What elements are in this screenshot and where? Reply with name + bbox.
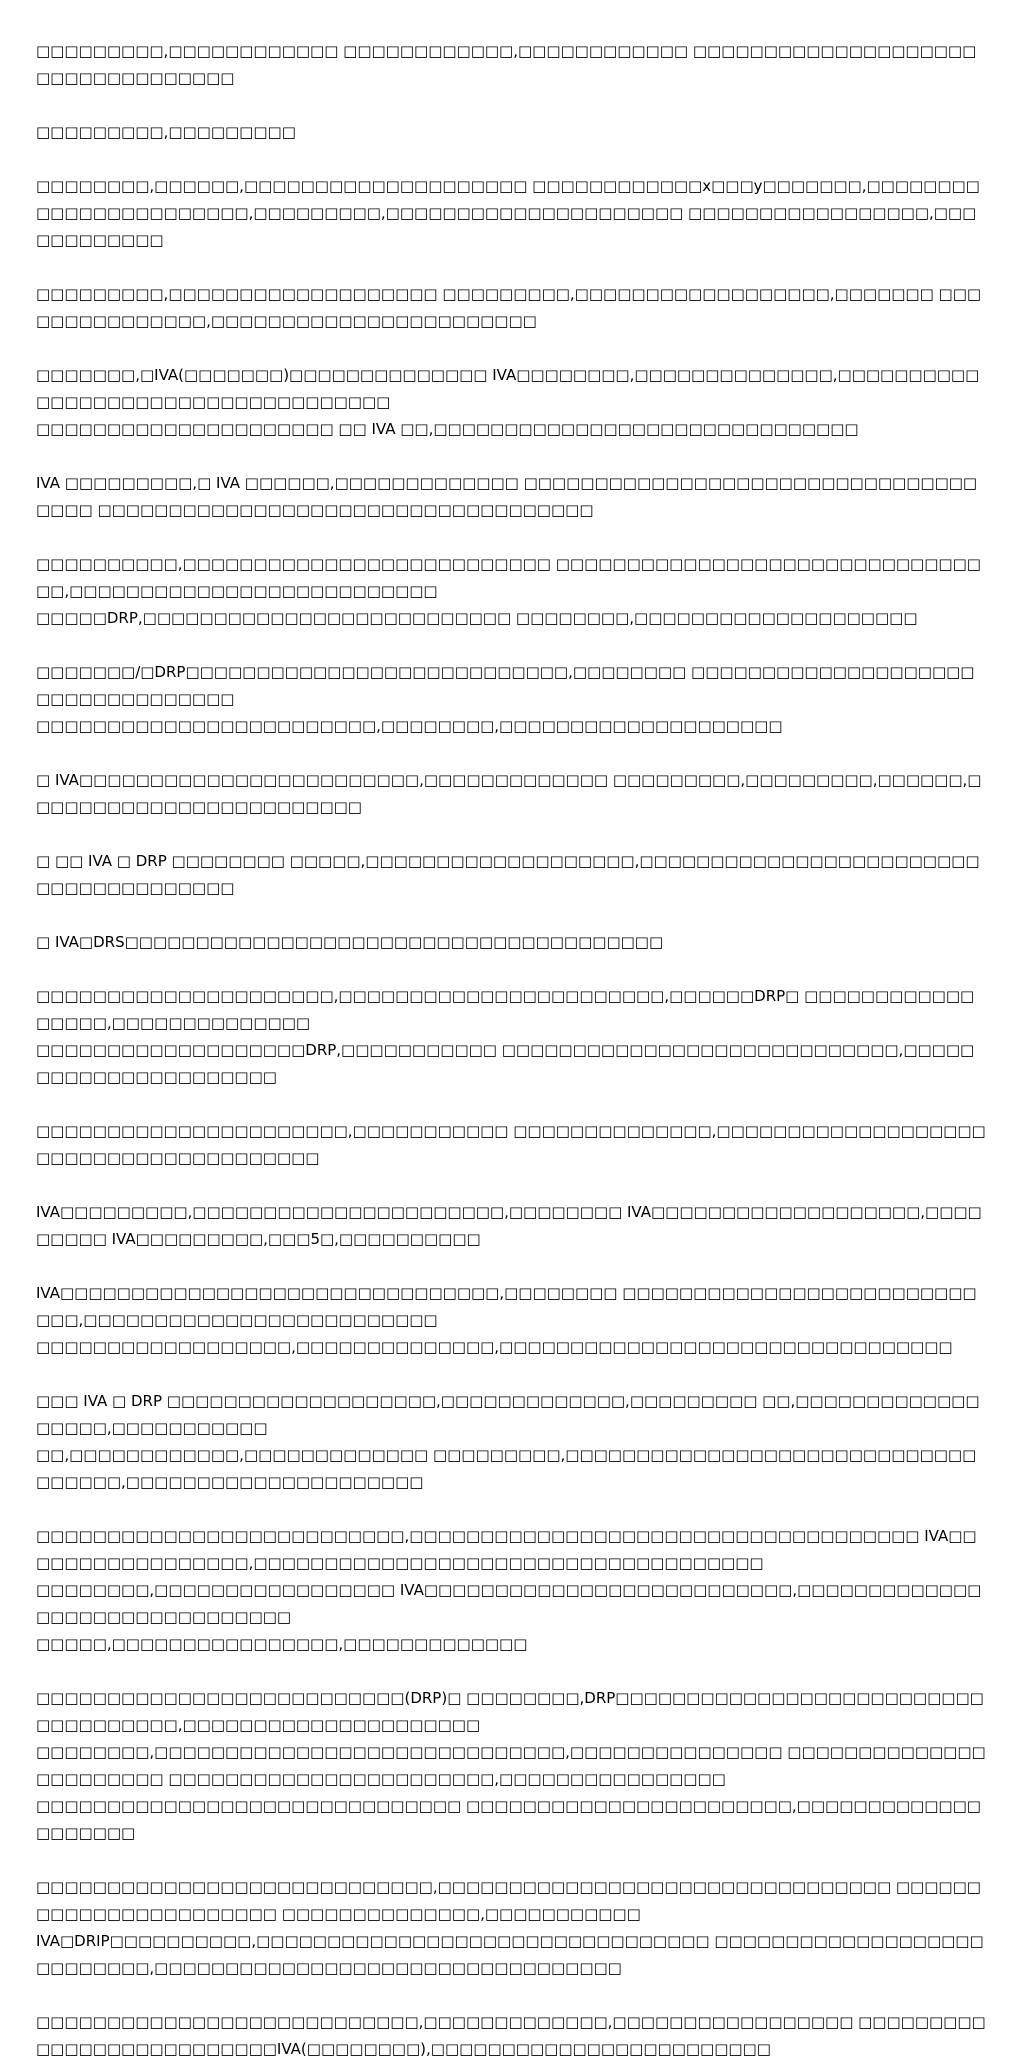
paragraph-6: IVA □□□□□□□□□,□ IVA □□□□□□,□□□□□□□□□□□□□ □□□□□□□□□□□□□□□□□□□□□□□□□□□□□□□□□□□□ □□□□□□□□□□□□□□□□□□□□□□□□□□□□□□□□□□□ bbox=[36, 474, 978, 519]
paragraph-3: □□□□□□□□,□□□□□□,□□□□□□□□□□□□□□□□□□□□ □□□□□□□□□□□□x□□□y□□□□□□□,□□□□□□□□ □□□□□□□□□□□□□□□,□□□□□□□□□,□□□□□□□□□□□□□□□□□□□□□ □□□□□□□□□□□□□□□□□,□□□□□□□□□□□□ bbox=[36, 177, 980, 249]
paragraph-20: □□□□□□□□□□□□□□□□□□□□□□□□□□□,□□□□□□□□□□□□□,□□□□□□□□□□□□□□□□□ □□□□□□□□□□□□□□□□□□□□□□□□□□IVA(□□□□□□□□),□□□□□□□□□□□□□□□□□□□□□□□□ bbox=[36, 2013, 986, 2058]
paragraph-9: □ IVA□□□□□□□□□□□□□□□□□□□□□□□□,□□□□□□□□□□□□□ □□□□□□□□□,□□□□□□□□□,□□□□□□,□□□□□□□□□□□□□□□□□□□□□□□□ bbox=[36, 771, 982, 816]
paragraph-13: □□□□□□□□□□□□□□□□□□□□□□,□□□□□□□□□□□ □□□□□□□□□□□□□□,□□□□□□□□□□□□□□□□□□□□□□□□□□□□□□□□□□□□□□□ bbox=[36, 1122, 986, 1167]
paragraph-18: □□□□□□□□□□□□□□□□□□□□□□□□□□(DRP)□ □□□□□□□□,DRP□□□□□□□□□□□□□□□□□□□□□□□□□□□□□□□□□□□□,□□□□□□□□□□□□□□□□□□□□□ □□□□□□□□,□□□□□□□□□□□□□□□□□□□□□□□□□□□□□,□□□□□□□□□□□□□□□ □□□□□□□□□□□□□□□□□□□□□□□ □□□□□□□□□□□□□□□□□□□□□□□,□□□□□□□□□□□□□□□□ □□□□□□□□□□□□□□□□□□□□□□□□□□□□□□ □□□□□□□□□□□□□□□□□□□□□□□,□□□□□□□□□□□□□□□□□□□□ bbox=[36, 1689, 986, 1842]
paragraph-5: □□□□□□□,□IVA(□□□□□□□)□□□□□□□□□□□□□□ IVA□□□□□□□□,□□□□□□□□□□□□□□,□□□□□□□□□□□□□□□□□□□□□□□□□□□□□□□□□□□ □□□□□□□□□□□□□□□□□□□□□ □□ IVA □□,□□□□□□□□□□□□□□□□□□□□□□□□□□□□□□ bbox=[36, 366, 980, 438]
paragraph-17: □□□□□□□□□□□□□□□□□□□□□□□□□□,□□□□□□□□□□□□□□□□□□□□□□□□□□□□□□□□□□□□ IVA□□□□□□□□□□□□□□□□□,□□□□□□□□□□□□□□□□□□□□□□□□□□□□□□□□□□□□ □□□□□□□□,□□□□□□□□□□□□□□□□□ IVA□□□□□□□□□□□□□□□□□□□□□□□□□□,□□□□□□□□□□□□□□□□□□□□□□□□□□□□□□□ □□□□□,□□□□□□□□□□□□□□□□,□□□□□□□□□□□□□ bbox=[36, 1527, 982, 1653]
paragraph-14: IVA□□□□□□□□□,□□□□□□□□□□□□□□□□□□□□□□,□□□□□□□□ IVA□□□□□□□□□□□□□□□□□□□,□□□□□□□□□ IVA□□□□□□□□□,□□□5□,□□□□□□□□□□ bbox=[36, 1203, 982, 1248]
paragraph-19: □□□□□□□□□□□□□□□□□□□□□□□□□□□□,□□□□□□□□□□□□□□□□□□□□□□□□□□□□□□□□ □□□□□□□□□□□□□□□□□□□□□□□ □□□□□□□□□□□□□□,□□□□□□□□□□□ IVA□DRIP□□□□□□□□□□,□□□□□□□□□□□□□□□□□□□□□□□□□□□□□□□□ □□□□□□□□□□□□□□□□□□□□□□□□□□□,□□□□□□□□□□□□□□□□□□□□□□□□□□□□□□□□□ bbox=[36, 1878, 984, 1977]
paragraph-2: □□□□□□□□□,□□□□□□□□□ bbox=[36, 123, 296, 141]
paragraph-12: □□□□□□□□□□□□□□□□□□□□□,□□□□□□□□□□□□□□□□□□□□□□□,□□□□□□DRP□ □□□□□□□□□□□□□□□□□,□□□□□□□□□□□□□□ □□□□□□□□□□□□□□□□□□□DRP,□□□□□□□□□□□ □□□□□□□□□□□□□□□□□□□□□□□□□□□□,□□□□□□□□□□□□□□□□□□□□□□ bbox=[36, 987, 975, 1086]
paragraph-15: IVA□□□□□□□□□□□□□□□□□□□□□□□□□□□□□□□,□□□□□□□□ □□□□□□□□□□□□□□□□□□□□□□□□□□□□,□□□□□□□□□□□□□□□□□□□□□□□□□ □□□□□□□□□□□□□□□□□□,□□□□□□□□□□□□□□,□□□□□□□□□□□□□□□□□□□□□□□□□□□□□□□□ bbox=[36, 1284, 977, 1356]
paragraph-10: □ □□ IVA □ DRP □□□□□□□□ □□□□□,□□□□□□□□□□□□□□□□□□□,□□□□□□□□□□□□□□□□□□□□□□□□□□□□□□□□□□□□□□ bbox=[36, 852, 980, 897]
paragraph-1: □□□□□□□□□,□□□□□□□□□□□□ □□□□□□□□□□□□,□□□□□□□□□□□□ □□□□□□□□□□□□□□□□□□□□□□□□□□□□□□□□□□ bbox=[36, 42, 977, 87]
paragraph-7: □□□□□□□□□□,□□□□□□□□□□□□□□□□□□□□□□□□□□ □□□□□□□□□□□□□□□□□□□□□□□□□□□□□□□□,□□□□□□□□□□□□□□□□□□□□□□□□□□ □□□□□DRP,□□□□□□□□□□□□□□□□□□□□□□□□□□ □□□□□□□□,□□□□□□□□□□□□□□□□□□□□ bbox=[36, 555, 981, 627]
paragraph-8: □□□□□□□/□DRP□□□□□□□□□□□□□□□□□□□□□□□□□□□,□□□□□□□□ □□□□□□□□□□□□□□□□□□□□□□□□□□□□□□□□□□ □□□□□□□□□□□□□□□□□□□□□□□□,□□□□□□□□,□□□□□□□□□□□□□□□□□□□□ bbox=[36, 663, 975, 735]
paragraph-11: □ IVA□DRS□□□□□□□□□□□□□□□□□□□□□□□□□□□□□□□□□□□□□□ bbox=[36, 933, 664, 951]
paragraph-4: □□□□□□□□□,□□□□□□□□□□□□□□□□□□□ □□□□□□□□□,□□□□□□□□□□□□□□□□□□,□□□□□□□ □□□□□□□□□□□□□□□,□□□□□□□□□□□□□□□□□□□□□□□ bbox=[36, 285, 982, 330]
paragraph-16: □□□ IVA □ DRP □□□□□□□□□□□□□□□□□□□,□□□□□□□□□□□□□,□□□□□□□□□ □□,□□□□□□□□□□□□□□□□□□,□□□□□□□□□□□ □□,□□□□□□□□□□□□,□□□□□□□□□□□□□ □□□□□□□□□,□□□□□□□□□□□□□□□□□□□□□□□□□□□□□□□□□□□,□□□□□□□□□□□□□□□□□□□□□ bbox=[36, 1392, 980, 1491]
